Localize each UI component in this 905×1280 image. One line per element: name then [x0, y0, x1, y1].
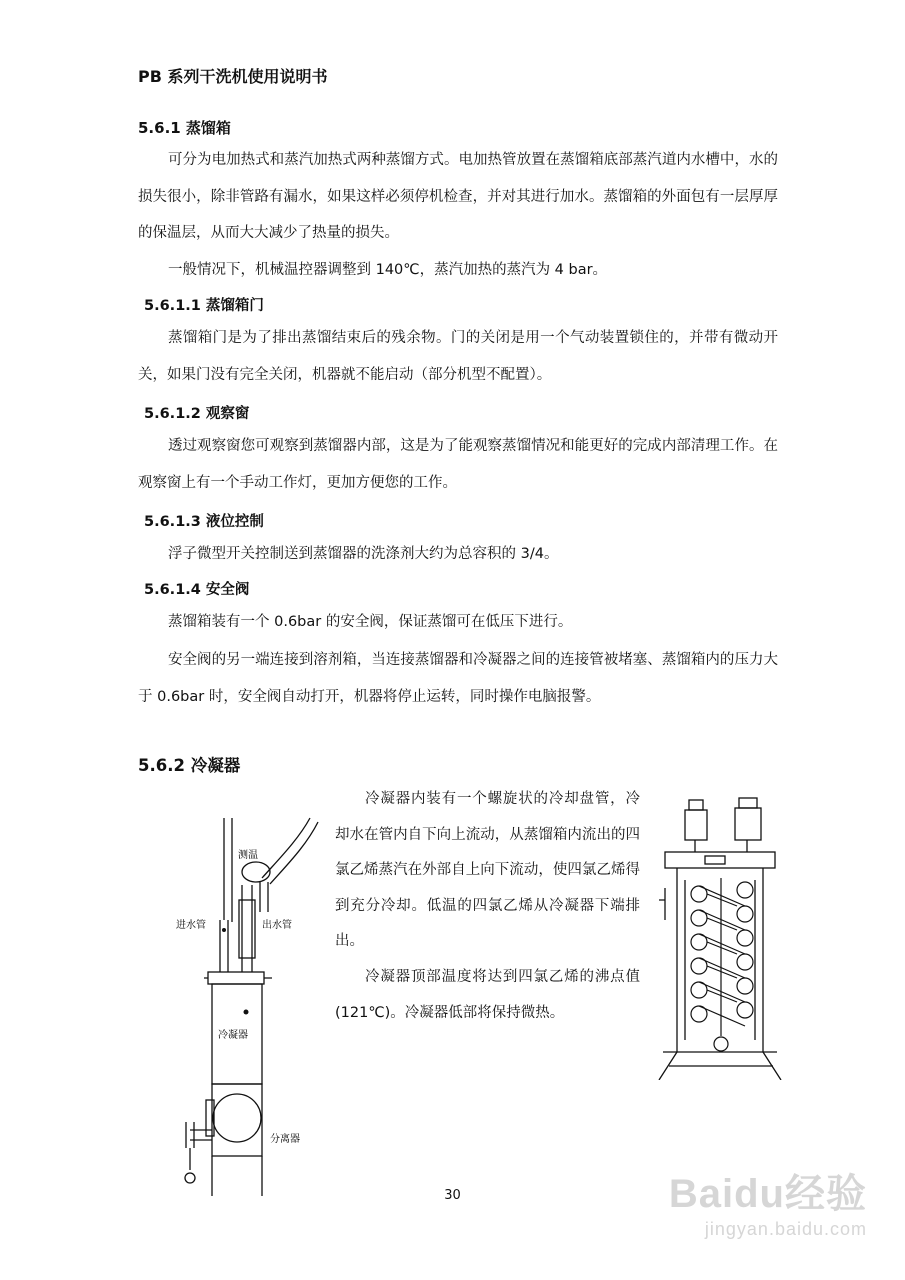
section-title-5-6-2: 5.6.2 冷凝器 [138, 756, 241, 775]
label-condenser: 冷凝器 [218, 1030, 248, 1041]
paragraph-condenser-1: 冷凝器内装有一个螺旋状的冷却盘管，冷却水在管内自下向上流动，从蒸馏箱内流出的四氯乙烯蒸汽在外部自上向下流动，使四氯乙烯得到充分冷却。低温的四氯乙烯从冷凝器下端排出。 [335, 791, 640, 949]
paragraph-safety-valve-2: 安全阀的另一端连接到溶剂箱，当连接蒸馏器和冷凝器之间的连接管被堵塞、蒸馏箱内的压力大于 0.6bar 时，安全阀自动打开，机器将停止运转，同时操作电脑报警。 [138, 652, 778, 705]
paragraph-level-control: 浮子微型开关控制送到蒸馏器的洗涤剂大约为总容积的 3/4。 [168, 546, 559, 562]
watermark-url: jingyan.baidu.com [704, 1219, 867, 1239]
watermark-logo: Baidu经验 [668, 1172, 867, 1216]
document-header: PB 系列干洗机使用说明书 [138, 67, 328, 86]
section-title-5-6-1: 5.6.1 蒸馏箱 [138, 119, 231, 137]
section-title-5-6-1-2: 5.6.1.2 观察窗 [144, 406, 250, 422]
label-separator: 分离器 [270, 1134, 300, 1145]
label-inlet-pipe: 进水管 [176, 920, 206, 931]
paragraph-distiller-door: 蒸馏箱门是为了排出蒸馏结束后的残余物。门的关闭是用一个气动装置锁住的，并带有微动开关，如果门没有完全关闭，机器就不能启动（部分机型不配置）。 [138, 330, 778, 383]
section-title-5-6-1-3: 5.6.1.3 液位控制 [144, 514, 264, 530]
paragraph-observation-window: 透过观察窗您可观察到蒸馏器内部，这是为了能观察蒸馏情况和能更好的完成内部清理工作。在观察窗上有一个手动工作灯，更加方便您的工作。 [138, 438, 778, 491]
baidu-watermark [669, 1162, 867, 1240]
condenser-coil-diagram [655, 790, 785, 1080]
label-outlet-pipe: 出水管 [262, 920, 292, 931]
label-temp-measure: 测温 [238, 850, 258, 861]
page-number: 30 [444, 1188, 461, 1203]
section-title-5-6-1-4: 5.6.1.4 安全阀 [144, 582, 250, 598]
paragraph-distiller-intro: 可分为电加热式和蒸汽加热式两种蒸馏方式。电加热管放置在蒸馏箱底部蒸汽道内水槽中，水的损失很小，除非管路有漏水，如果这样必须停机检查，并对其进行加水。蒸馏箱的外面包有一层厚厚的保温层，从而大大减少了热量的损失。 [138, 152, 778, 241]
paragraph-condenser-2: 冷凝器顶部温度将达到四氯乙烯的沸点值(121℃)。冷凝器低部将保持微热。 [335, 969, 640, 1021]
paragraph-thermostat: 一般情况下，机械温控器调整到 140℃，蒸汽加热的蒸汽为 4 bar。 [168, 262, 608, 278]
section-title-5-6-1-1: 5.6.1.1 蒸馏箱门 [144, 298, 264, 314]
condenser-external-diagram [160, 800, 330, 1200]
paragraph-safety-valve-1: 蒸馏箱装有一个 0.6bar 的安全阀，保证蒸馏可在低压下进行。 [168, 614, 573, 630]
